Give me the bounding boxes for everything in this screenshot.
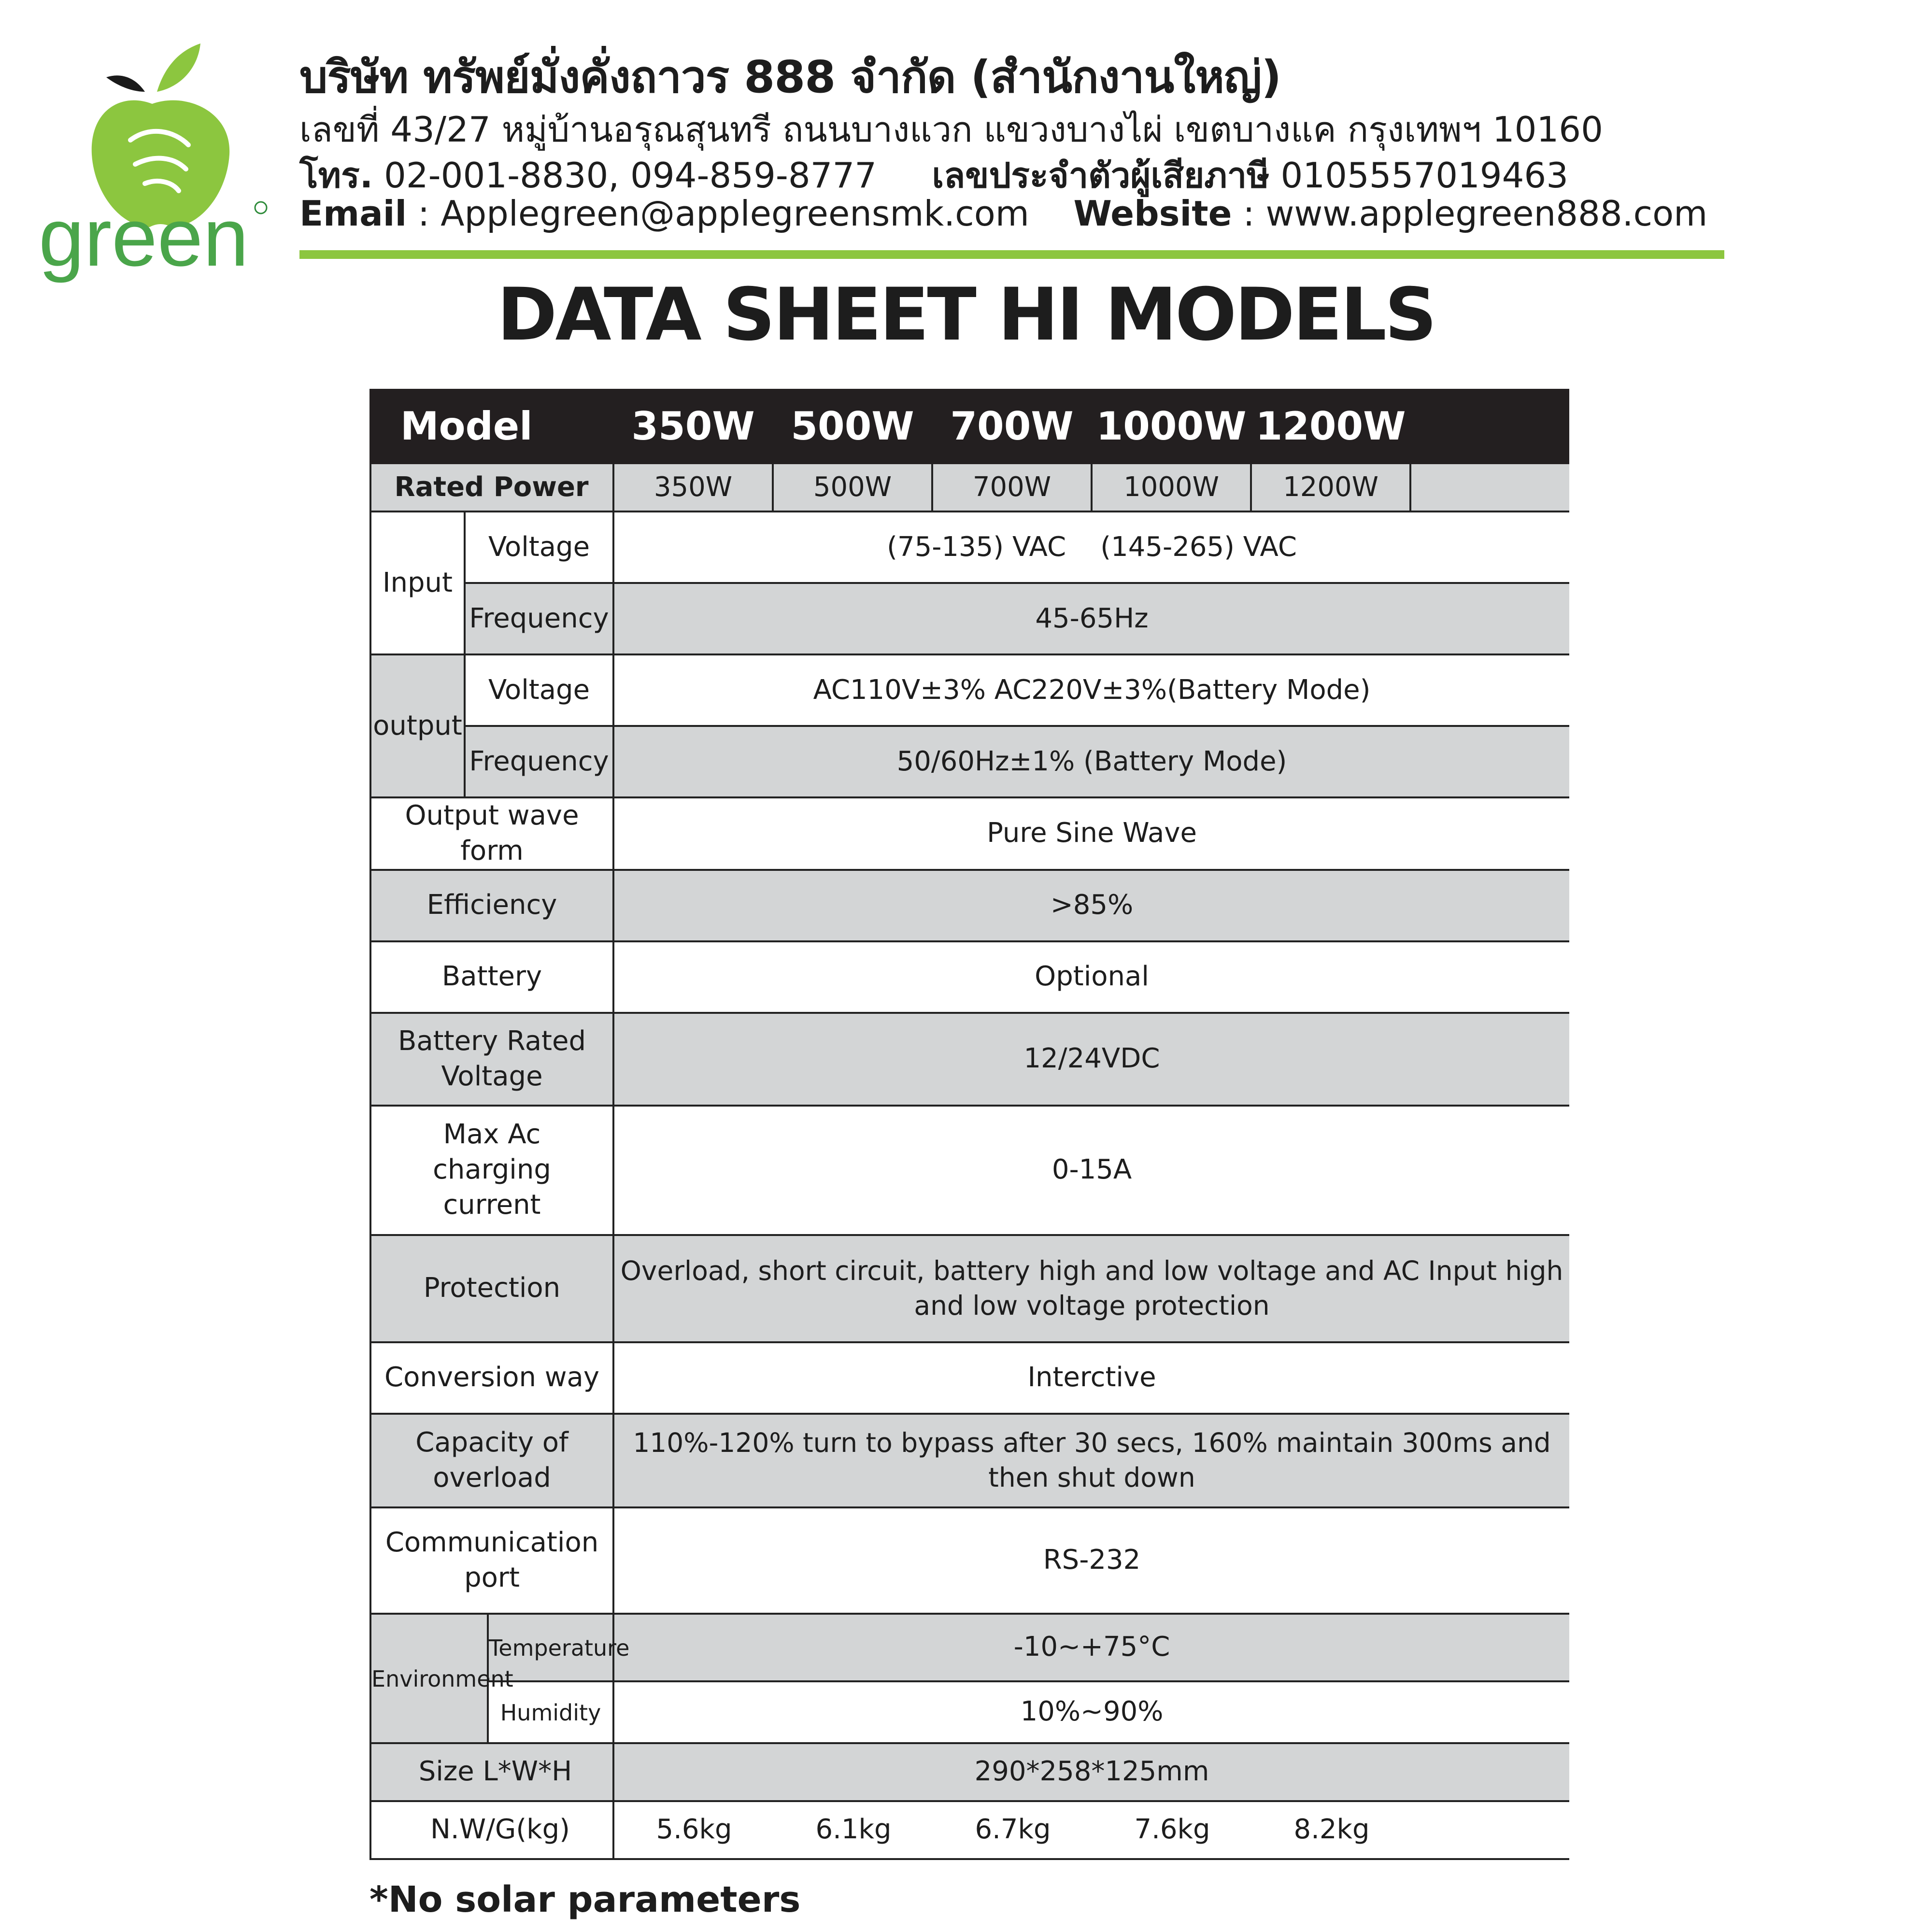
logo-wordmark: green <box>39 192 249 284</box>
footnote: *No solar parameters <box>369 1879 801 1920</box>
rated-power-blank <box>1410 463 1569 511</box>
battery-label: Battery <box>370 941 613 1013</box>
rated-power-700w: 700W <box>932 463 1092 511</box>
waveform-label: Output wave form <box>370 797 613 870</box>
weight-row <box>370 1801 1569 1859</box>
battery-voltage-label: Battery Rated Voltage <box>370 1013 613 1106</box>
output-voltage-label: Voltage <box>465 654 613 726</box>
protection-value: Overload, short circuit, battery high and low voltage and AC Input high and low voltage protection <box>613 1235 1569 1342</box>
company-address: เลขที่ 43/27 หมู่บ้านอรุณสุนทรี ถนนบางแวก แขวงบางไผ่ เขตบางแค กรุงเทพฯ 10160 <box>299 109 1603 150</box>
waveform-row <box>370 797 1569 870</box>
input-voltage-label: Voltage <box>465 511 613 583</box>
tax-label: เลขประจำตัวผู้เสียภาษี <box>932 155 1270 196</box>
email-label: Email <box>299 193 407 234</box>
weight-350w: 5.6kg <box>656 1814 732 1846</box>
model-1200w: 1200W <box>1251 390 1410 463</box>
rated-power-row <box>370 463 1569 511</box>
company-name: บริษัท ทรัพย์มั่งคั่งถาวร 888 จำกัด (สำนักงานใหญ่) <box>299 51 1281 103</box>
comm-value: RS-232 <box>613 1507 1569 1614</box>
company-contact-line: Email : Applegreen@applegreensmk.com Website : www.applegreen888.com <box>299 193 1708 234</box>
rated-power-350w: 350W <box>613 463 773 511</box>
input-frequency-value: 45-65Hz <box>613 583 1569 654</box>
temperature-label-text: Temperature <box>489 1635 630 1662</box>
output-frequency-value: 50/60Hz±1% (Battery Mode) <box>613 726 1569 797</box>
conversion-value: Interctive <box>613 1342 1569 1414</box>
model-350w: 350W <box>613 390 773 463</box>
rated-power-500w: 500W <box>773 463 932 511</box>
protection-row <box>370 1235 1569 1342</box>
input-voltage-row <box>370 511 1569 583</box>
charging-label: Max Ac charging current <box>370 1106 613 1235</box>
rated-power-label: Rated Power <box>370 463 613 511</box>
weight-label: N.W/G(kg) <box>370 1801 613 1859</box>
tax-id: 0105557019463 <box>1280 155 1569 196</box>
model-500w: 500W <box>773 390 932 463</box>
website-link[interactable]: www.applegreen888.com <box>1265 193 1708 234</box>
charging-value: 0-15A <box>613 1106 1569 1235</box>
battery-voltage-value: 12/24VDC <box>613 1013 1569 1106</box>
rated-power-1000w: 1000W <box>1092 463 1251 511</box>
comm-label: Communication port <box>370 1507 613 1614</box>
efficiency-label: Efficiency <box>370 870 613 941</box>
temperature-value: -10~+75°C <box>613 1614 1569 1681</box>
spec-table <box>369 389 1569 1860</box>
environment-label <box>370 1614 513 1743</box>
output-voltage-value: AC110V±3% AC220V±3%(Battery Mode) <box>613 654 1569 726</box>
efficiency-row <box>370 870 1569 941</box>
weight-values <box>613 1801 1569 1859</box>
model-1000w: 1000W <box>1092 390 1251 463</box>
weight-1200w: 8.2kg <box>1293 1814 1370 1846</box>
size-label: Size L*W*H <box>370 1743 613 1801</box>
humidity-label-text: Humidity <box>500 1700 601 1726</box>
humidity-value: 10%~90% <box>613 1681 1569 1743</box>
website-label: Website <box>1073 193 1232 234</box>
input-frequency-row <box>370 583 1569 654</box>
input-voltage-value: (75-135) VAC (145-265) VAC <box>613 511 1569 583</box>
weight-500w: 6.1kg <box>815 1814 892 1846</box>
phone-number: 02-001-8830, 094-859-8777 <box>384 155 877 196</box>
header-divider <box>299 250 1724 259</box>
overload-row <box>370 1414 1569 1507</box>
temperature-row <box>370 1614 1569 1681</box>
model-label: Model <box>370 390 613 463</box>
green-apple-logo <box>34 39 275 284</box>
input-group-label: Input <box>370 511 465 654</box>
output-group-label: output <box>370 654 465 797</box>
weight-700w: 6.7kg <box>975 1814 1051 1846</box>
conversion-label: Conversion way <box>370 1342 613 1414</box>
rated-power-1200w: 1200W <box>1251 463 1410 511</box>
model-700w: 700W <box>932 390 1092 463</box>
overload-label: Capacity of overload <box>370 1414 613 1507</box>
conversion-row <box>370 1342 1569 1414</box>
input-frequency-label: Frequency <box>465 583 613 654</box>
efficiency-value: >85% <box>613 870 1569 941</box>
comm-row <box>370 1507 1569 1614</box>
model-header-row <box>370 390 1569 463</box>
environment-label-text: Environment <box>371 1666 513 1692</box>
output-frequency-label: Frequency <box>465 726 613 797</box>
size-value: 290*258*125mm <box>613 1743 1569 1801</box>
charging-row <box>370 1106 1569 1235</box>
battery-row <box>370 941 1569 1013</box>
overload-value: 110%-120% turn to bypass after 30 secs, 160% maintain 300ms and then shut down <box>613 1414 1569 1507</box>
model-header-blank <box>1410 390 1569 463</box>
humidity-row <box>370 1681 1569 1743</box>
battery-value: Optional <box>613 941 1569 1013</box>
waveform-value: Pure Sine Wave <box>613 797 1569 870</box>
phone-label: โทร. <box>299 155 373 196</box>
weight-1000w: 7.6kg <box>1134 1814 1210 1846</box>
email-link[interactable]: Applegreen@applegreensmk.com <box>440 193 1029 234</box>
battery-voltage-row <box>370 1013 1569 1106</box>
output-voltage-row <box>370 654 1569 726</box>
protection-label: Protection <box>370 1235 613 1342</box>
page-title: DATA SHEET HI MODELS <box>497 273 1435 357</box>
output-frequency-row <box>370 726 1569 797</box>
size-row <box>370 1743 1569 1801</box>
